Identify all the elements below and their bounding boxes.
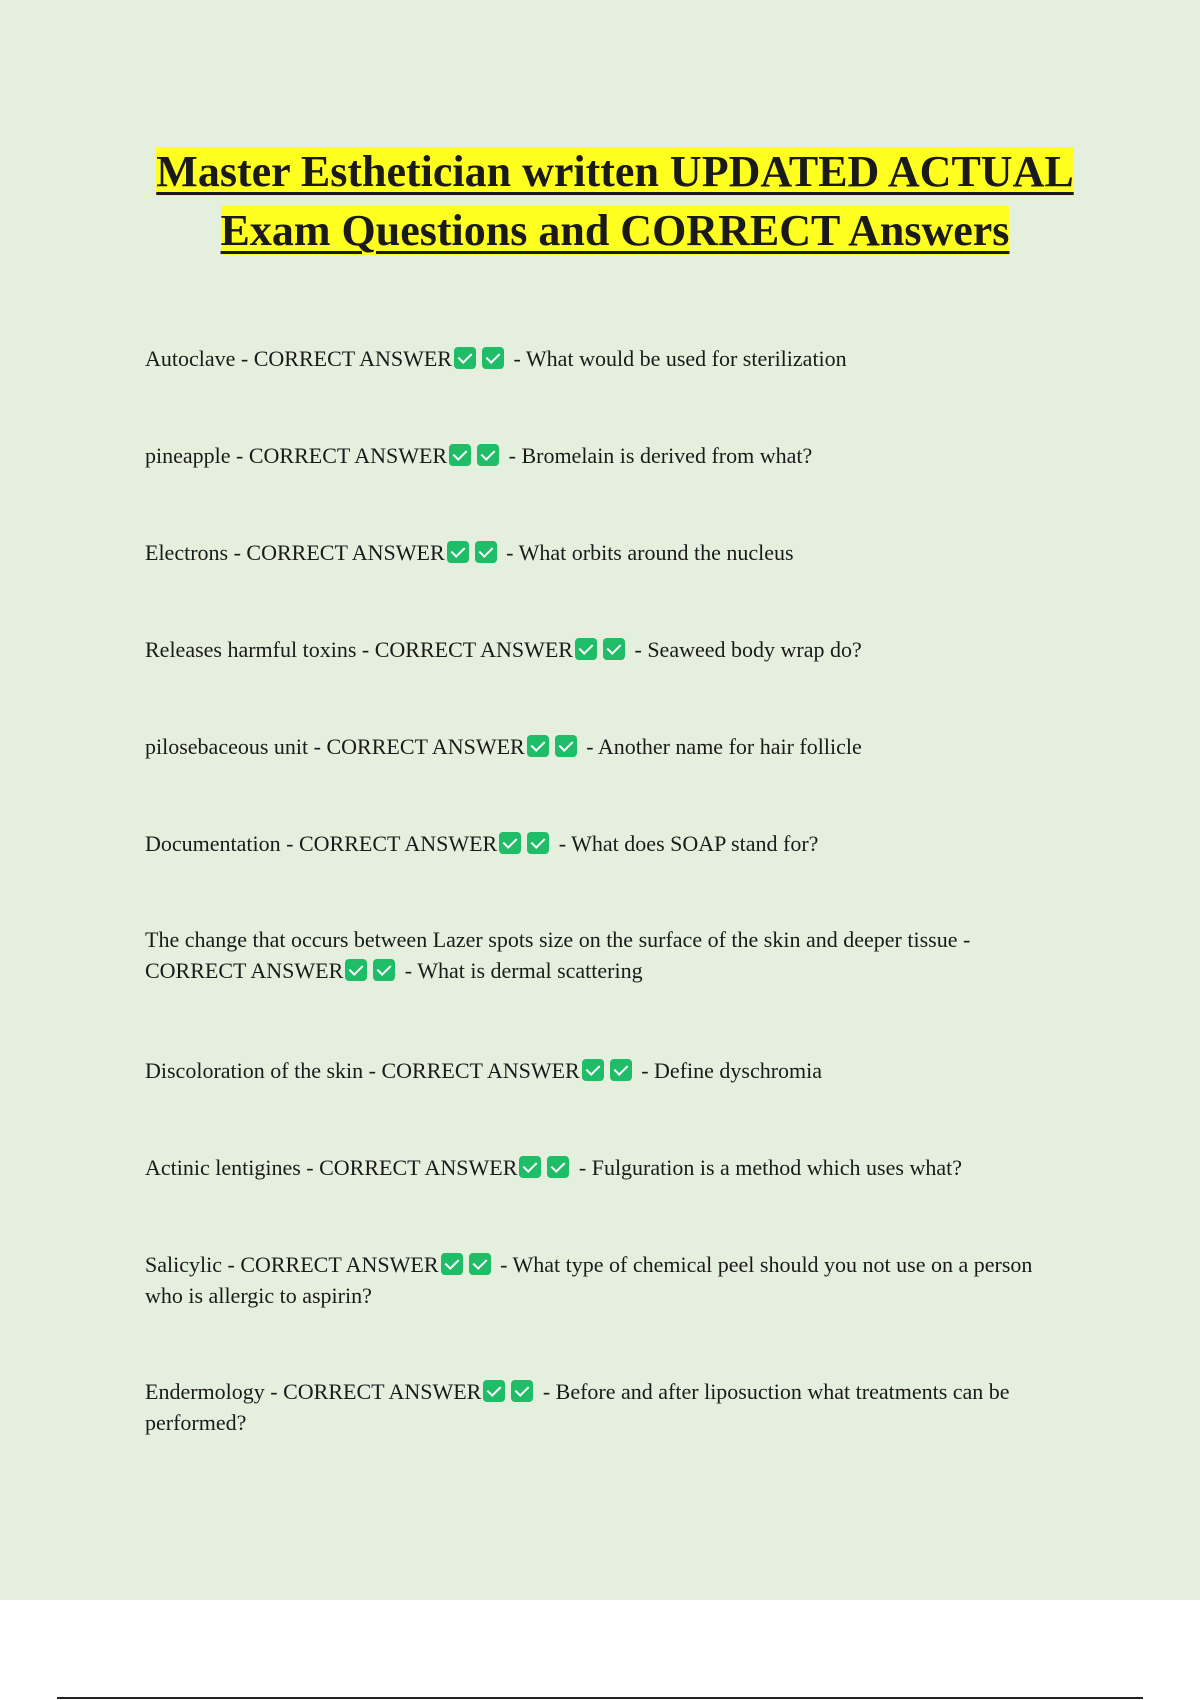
- green-check-mark-icon: [482, 347, 504, 369]
- qa-item: The change that occurs between Lazer spots size on the surface of the skin and deeper tissue - CORRECT ANSWER - What is dermal scattering: [145, 927, 971, 983]
- qa-answer: pilosebaceous unit: [145, 734, 309, 759]
- qa-item: Endermology - CORRECT ANSWER - Before and after liposuction what treatments can be performed?: [145, 1379, 1010, 1435]
- green-check-mark-icon: [527, 832, 549, 854]
- qa-question: Bromelain is derived from what?: [521, 443, 813, 468]
- correct-answer-marker: CORRECT ANSWER: [381, 1058, 580, 1083]
- green-check-mark-icon: [469, 1253, 491, 1275]
- green-check-mark-icon: [499, 832, 521, 854]
- green-check-mark-icon: [555, 735, 577, 757]
- green-check-mark-icon: [475, 541, 497, 563]
- qa-question: What type of chemical peel should you not use on a person who is allergic to aspirin?: [145, 1252, 1033, 1308]
- qa-answer: Electrons: [145, 540, 229, 565]
- qa-item: pineapple - CORRECT ANSWER - Bromelain is derived from what?: [145, 443, 813, 468]
- qa-question: What would be used for sterilization: [525, 346, 847, 371]
- correct-answer-marker: CORRECT ANSWER: [145, 958, 344, 983]
- document-title: [145, 142, 1085, 260]
- green-check-mark-icon: [603, 638, 625, 660]
- qa-item: Actinic lentigines - CORRECT ANSWER - Fulguration is a method which uses what?: [145, 1155, 962, 1180]
- qa-question: Define dyschromia: [654, 1058, 823, 1083]
- qa-answer: Endermology: [145, 1379, 265, 1404]
- green-check-mark-icon: [373, 959, 395, 981]
- qa-question: What does SOAP stand for?: [571, 831, 819, 856]
- qa-question: Before and after liposuction what treatments can be performed?: [145, 1379, 1010, 1435]
- green-check-mark-icon: [447, 541, 469, 563]
- green-check-mark-icon: [527, 735, 549, 757]
- green-check-mark-icon: [345, 959, 367, 981]
- qa-answer: Discoloration of the skin: [145, 1058, 364, 1083]
- qa-item: Salicylic - CORRECT ANSWER - What type of chemical peel should you not use on a person who is allergic to aspirin?: [145, 1252, 1033, 1308]
- qa-question: Another name for hair follicle: [597, 734, 862, 759]
- correct-answer-marker: CORRECT ANSWER: [326, 734, 525, 759]
- green-check-mark-icon: [547, 1156, 569, 1178]
- qa-answer: Actinic lentigines: [145, 1155, 301, 1180]
- correct-answer-marker: CORRECT ANSWER: [246, 540, 445, 565]
- green-check-mark-icon: [449, 444, 471, 466]
- correct-answer-marker: CORRECT ANSWER: [374, 637, 573, 662]
- correct-answer-marker: CORRECT ANSWER: [240, 1252, 439, 1277]
- qa-item: pilosebaceous unit - CORRECT ANSWER - Another name for hair follicle: [145, 734, 862, 759]
- qa-item: Autoclave - CORRECT ANSWER - What would be used for sterilization: [145, 346, 847, 371]
- correct-answer-marker: CORRECT ANSWER: [283, 1379, 482, 1404]
- correct-answer-marker: CORRECT ANSWER: [319, 1155, 518, 1180]
- qa-question: Fulguration is a method which uses what?: [591, 1155, 962, 1180]
- green-check-mark-icon: [441, 1253, 463, 1275]
- green-check-mark-icon: [610, 1059, 632, 1081]
- green-check-mark-icon: [575, 638, 597, 660]
- qa-answer: The change that occurs between Lazer spots size on the surface of the skin and deeper tissue: [145, 927, 958, 952]
- correct-answer-marker: CORRECT ANSWER: [253, 346, 452, 371]
- qa-answer: Autoclave: [145, 346, 236, 371]
- correct-answer-marker: CORRECT ANSWER: [298, 831, 498, 856]
- qa-question: What orbits around the nucleus: [518, 540, 794, 565]
- green-check-mark-icon: [582, 1059, 604, 1081]
- qa-item: Discoloration of the skin - CORRECT ANSWER - Define dyschromia: [145, 1058, 823, 1083]
- green-check-mark-icon: [519, 1156, 541, 1178]
- qa-answer: Documentation: [145, 831, 281, 856]
- footer-divider: [57, 1697, 1143, 1699]
- correct-answer-marker: CORRECT ANSWER: [248, 443, 448, 468]
- green-check-mark-icon: [454, 347, 476, 369]
- green-check-mark-icon: [483, 1380, 505, 1402]
- qa-item: Documentation - CORRECT ANSWER - What does SOAP stand for?: [145, 831, 819, 856]
- document-title-text: Master Esthetician written UPDATED ACTUAL Exam Questions and CORRECT Answers: [156, 147, 1074, 255]
- green-check-mark-icon: [511, 1380, 533, 1402]
- qa-answer: Salicylic: [145, 1252, 222, 1277]
- green-check-mark-icon: [477, 444, 499, 466]
- qa-item: Electrons - CORRECT ANSWER - What orbits around the nucleus: [145, 540, 794, 565]
- qa-answer: pineapple: [145, 443, 231, 468]
- qa-question: Seaweed body wrap do?: [647, 637, 862, 662]
- qa-item: Releases harmful toxins - CORRECT ANSWER - Seaweed body wrap do?: [145, 637, 862, 662]
- qa-answer: Releases harmful toxins: [145, 637, 357, 662]
- qa-question: What is dermal scattering: [417, 958, 643, 983]
